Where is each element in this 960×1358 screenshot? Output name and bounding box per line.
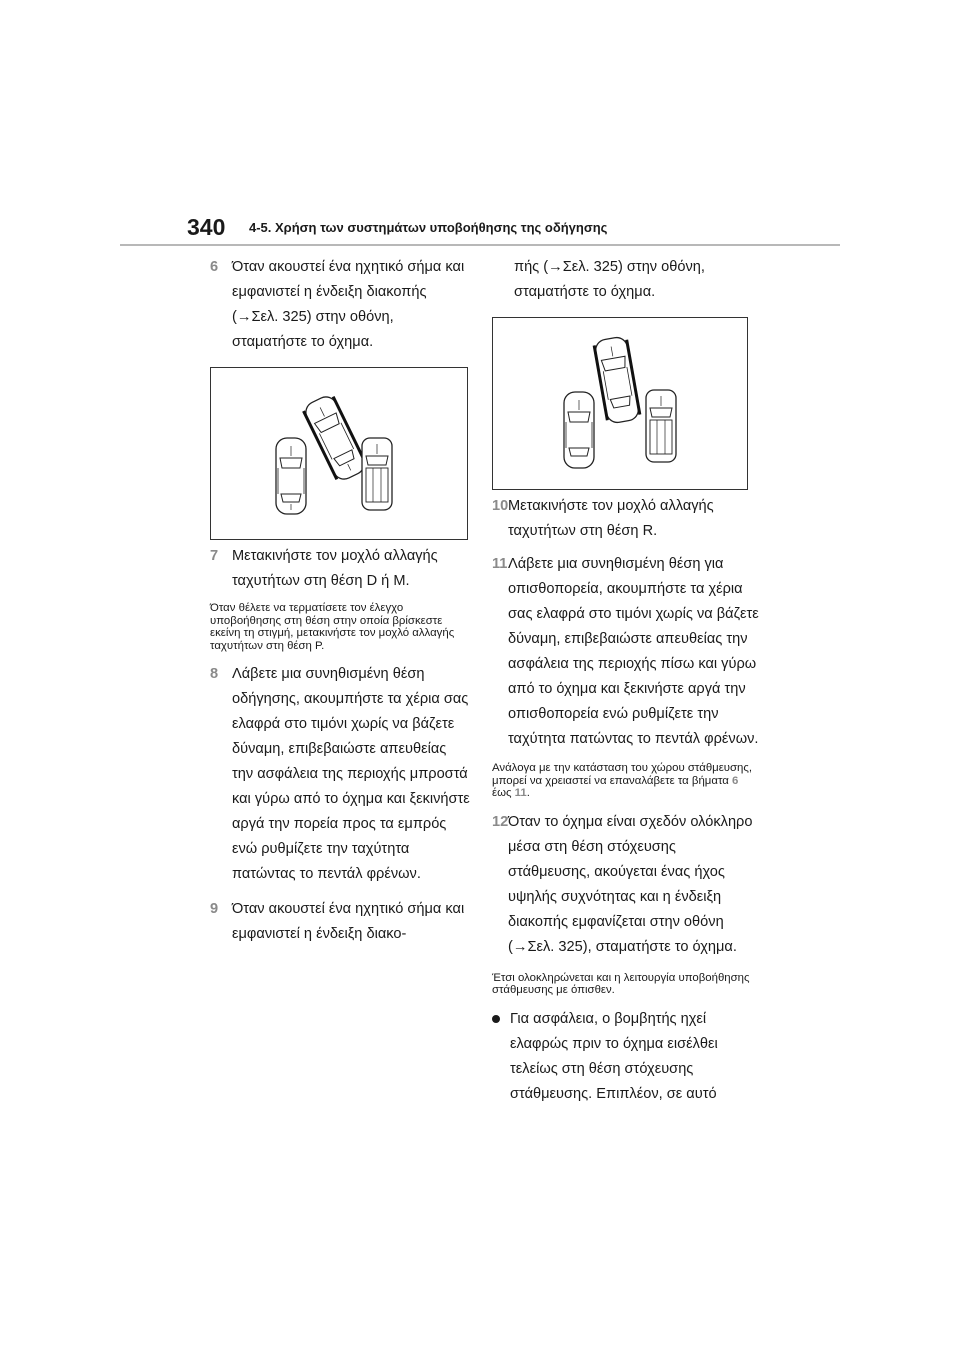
- step-number: 7: [210, 548, 219, 564]
- parking-illustration-forward: [210, 367, 468, 540]
- step-number: 12: [492, 813, 509, 830]
- parked-car-right: [646, 390, 676, 462]
- bullet-safety: [492, 1007, 760, 1107]
- step-text: πής (→Σελ. 325) στην οθόνη, σταματήστε το όχημα.: [514, 259, 705, 300]
- note-complete: Έτσι ολοκληρώνεται και η λειτουργία υποβοήθησης στάθμευσης με όπισθεν.: [492, 971, 750, 996]
- step-9: [210, 897, 470, 947]
- note-text: .: [526, 787, 530, 799]
- bullet-dot: [492, 1015, 500, 1023]
- note-repeat: [492, 762, 760, 800]
- parked-car-left: [276, 438, 306, 514]
- cars-diagram: [493, 318, 747, 489]
- page-header: [183, 212, 843, 246]
- parked-car-left: [564, 392, 594, 468]
- step-ref: 11: [514, 787, 527, 799]
- step-11: [492, 552, 760, 752]
- step-7: [210, 544, 470, 594]
- parked-car-right: [362, 438, 392, 510]
- step-8: [210, 662, 470, 887]
- step-text: Όταν ακουστεί ένα ηχητικό σήμα και εμφανιστεί η ένδειξη διακο-: [232, 901, 465, 942]
- step-text: Μετακινήστε τον μοχλό αλλαγής ταχυτήτων στη θέση D ή M.: [232, 548, 438, 589]
- step-text: Λάβετε μια συνηθισμένη θέση οδήγησης, ακουμπήστε τα χέρια σας ελαφρά στο τιμόνι χωρίς να βάζετε δύναμη, επιβεβαιώστε απευθείας την ασφάλεια της περιοχής μπροστά και γύρω από το όχημα και ξεκινήστε αργά την πορεία προς τα εμπρός ενώ ρυθμίζετε την ταχύτητα πατώντας το πεντάλ φρένων.: [232, 666, 470, 882]
- cars-diagram: [211, 368, 467, 539]
- step-6: [210, 255, 470, 355]
- step-10: [492, 494, 760, 544]
- step-12: [492, 810, 760, 960]
- step-text: Όταν το όχημα είναι σχεδόν ολόκληρο μέσα στη θέση στόχευσης στάθμευσης, ακούγεται ένας ήχος υψηλής συχνότητας και η ένδειξη διακοπής εμφανίζεται στην οθόνη (→Σελ. 325), σταματήστε το όχημα.: [508, 813, 753, 955]
- note-cancel: Όταν θέλετε να τερματίσετε τον έλεγχο υποβοήθησης στη θέση στην οποία βρίσκεστε εκείνη τη στιγμή, μετακινήστε τον μοχλό αλλαγής ταχυτήτων στη θέση P.: [210, 602, 455, 652]
- step-number: 10: [492, 498, 509, 514]
- step-ref: 6: [732, 774, 739, 787]
- page-number: 340: [187, 214, 226, 240]
- step-9-continued: [492, 255, 760, 305]
- parking-illustration-reverse: [492, 317, 748, 490]
- step-number: 11: [492, 556, 508, 572]
- moving-car: [300, 392, 369, 483]
- note-text: Ανάλογα με την κατάσταση του χώρου στάθμευσης, μπορεί να χρειαστεί να επαναλάβετε τα βήματα: [492, 762, 753, 787]
- step-number: 9: [210, 901, 219, 917]
- section-title: 4-5. Χρήση των συστημάτων υποβοήθησης της οδήγησης: [249, 220, 608, 235]
- right-column: [492, 255, 760, 1107]
- bullet-text: Για ασφάλεια, ο βομβητής ηχεί ελαφρώς πριν το όχημα εισέλθει τελείως στη θέση στόχευσης στάθμευσης. Επιπλέον, σε αυτό: [510, 1010, 718, 1102]
- note-text: έως: [492, 787, 515, 799]
- step-text: Μετακινήστε τον μοχλό αλλαγής ταχυτήτων στη θέση R.: [508, 498, 714, 539]
- moving-car: [592, 336, 642, 425]
- step-text: Όταν ακουστεί ένα ηχητικό σήμα και εμφανιστεί η ένδειξη διακοπής (→Σελ. 325) στην οθόνη, σταματήστε το όχημα.: [232, 259, 465, 350]
- left-column: [210, 255, 470, 947]
- step-text: Λάβετε μια συνηθισμένη θέση για οπισθοπορεία, ακουμπήστε τα χέρια σας ελαφρά στο τιμόνι χωρίς να βάζετε δύναμη, επιβεβαιώστε απευθείας την ασφάλεια της περιοχής πίσω και γύρω από το όχημα και ξεκινήστε αργά την οπισθοπορεία ενώ ρυθμίζετε την ταχύτητα πατώντας το πεντάλ φρένων.: [508, 556, 759, 747]
- step-number: 6: [210, 259, 219, 275]
- header-rule: [120, 244, 840, 246]
- step-number: 8: [210, 666, 219, 682]
